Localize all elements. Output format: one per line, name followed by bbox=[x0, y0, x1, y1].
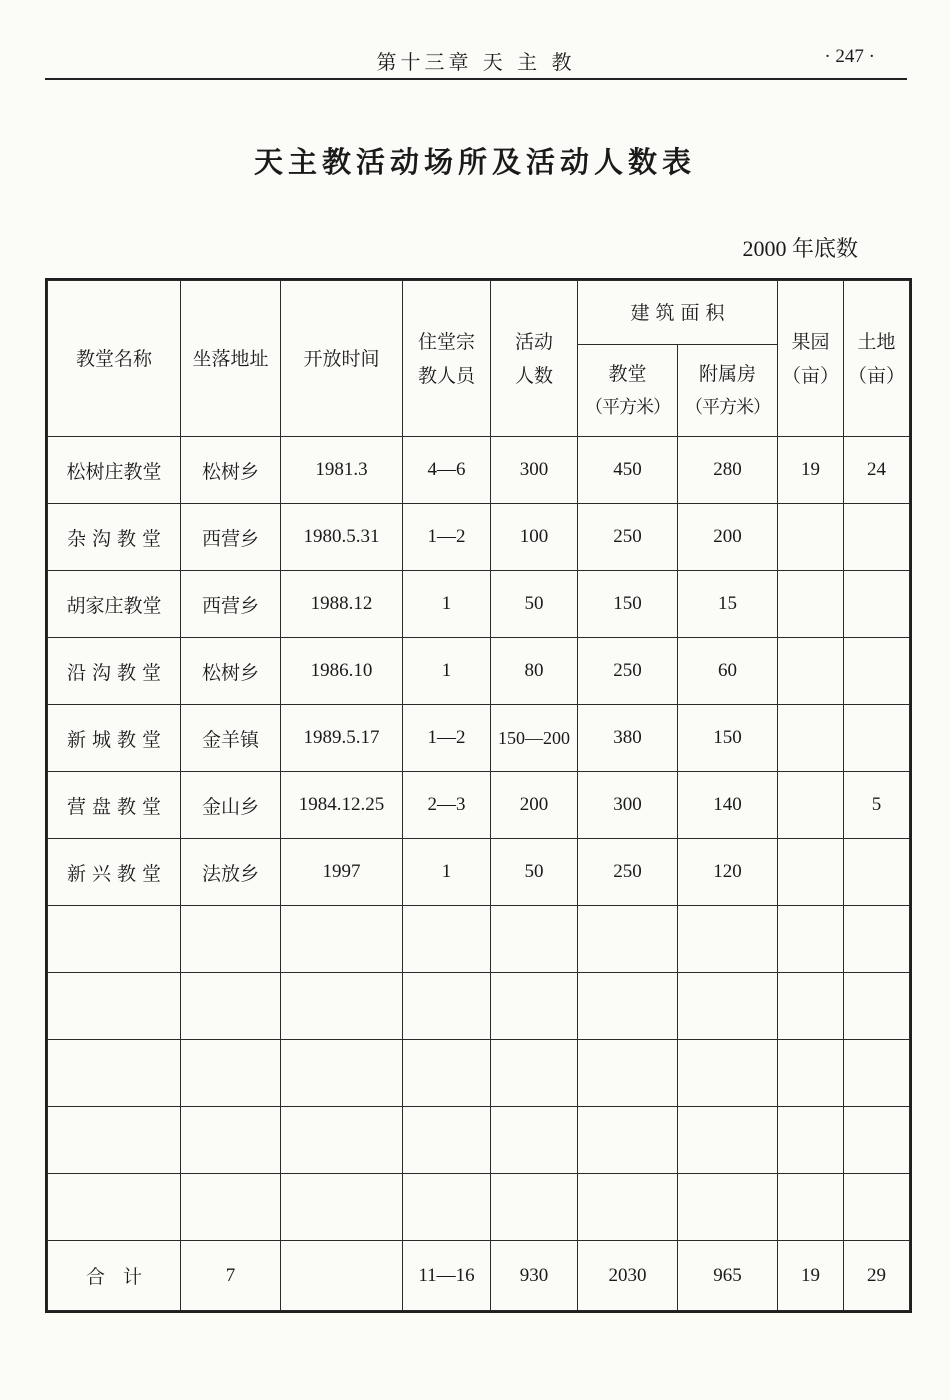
cell-name: 胡家庄教堂 bbox=[48, 571, 181, 638]
empty-row bbox=[48, 1174, 910, 1241]
cell-people: 100 bbox=[491, 504, 578, 571]
empty-cell bbox=[281, 1040, 403, 1107]
header-staff bbox=[403, 281, 491, 437]
empty-cell bbox=[778, 1040, 844, 1107]
empty-cell bbox=[281, 1107, 403, 1174]
cell-land bbox=[844, 571, 910, 638]
cell-name: 营 盘 教 堂 bbox=[48, 772, 181, 839]
table-row bbox=[48, 772, 910, 839]
cell-location: 松树乡 bbox=[181, 437, 281, 504]
header-orchard bbox=[778, 281, 844, 437]
empty-cell bbox=[48, 1040, 181, 1107]
header-annex-area-line1: 附属房 bbox=[698, 362, 756, 385]
cell-church-area: 150 bbox=[578, 571, 678, 638]
cell-church-area: 450 bbox=[578, 437, 678, 504]
empty-row bbox=[48, 906, 910, 973]
cell-orchard: 19 bbox=[778, 437, 844, 504]
header-annex-area bbox=[678, 345, 778, 437]
date-note: 2000 年底数 bbox=[742, 236, 858, 261]
cell-staff: 1 bbox=[403, 571, 491, 638]
empty-cell bbox=[778, 973, 844, 1040]
cell-land bbox=[844, 705, 910, 772]
empty-cell bbox=[678, 1174, 778, 1241]
cell-staff: 1 bbox=[403, 638, 491, 705]
cell-staff: 2—3 bbox=[403, 772, 491, 839]
cell-open-time: 1981.3 bbox=[281, 437, 403, 504]
cell-church-area: 380 bbox=[578, 705, 678, 772]
empty-cell bbox=[678, 973, 778, 1040]
table-row bbox=[48, 638, 910, 705]
empty-cell bbox=[181, 906, 281, 973]
cell-church-area: 250 bbox=[578, 839, 678, 906]
total-church-area: 2030 bbox=[578, 1241, 678, 1311]
empty-cell bbox=[48, 906, 181, 973]
cell-name: 杂 沟 教 堂 bbox=[48, 504, 181, 571]
cell-land: 5 bbox=[844, 772, 910, 839]
page-number: · 247 · bbox=[824, 46, 875, 67]
cell-location: 松树乡 bbox=[181, 638, 281, 705]
total-orchard: 19 bbox=[778, 1241, 844, 1311]
empty-cell bbox=[578, 1107, 678, 1174]
header-location: 坐落地址 bbox=[181, 281, 281, 437]
empty-cell bbox=[403, 906, 491, 973]
cell-orchard bbox=[778, 638, 844, 705]
cell-church-area: 250 bbox=[578, 504, 678, 571]
empty-cell bbox=[578, 1040, 678, 1107]
cell-open-time: 1988.12 bbox=[281, 571, 403, 638]
empty-cell bbox=[181, 1107, 281, 1174]
empty-cell bbox=[491, 1040, 578, 1107]
cell-staff: 4—6 bbox=[403, 437, 491, 504]
header-land bbox=[844, 281, 910, 437]
cell-people: 80 bbox=[491, 638, 578, 705]
running-head bbox=[45, 42, 907, 80]
cell-open-time: 1984.12.25 bbox=[281, 772, 403, 839]
empty-cell bbox=[181, 1040, 281, 1107]
cell-orchard bbox=[778, 772, 844, 839]
total-people: 930 bbox=[491, 1241, 578, 1311]
cell-land bbox=[844, 839, 910, 906]
cell-land bbox=[844, 504, 910, 571]
empty-cell bbox=[403, 1107, 491, 1174]
total-location: 7 bbox=[181, 1241, 281, 1311]
table-row bbox=[48, 437, 910, 504]
cell-people: 200 bbox=[491, 772, 578, 839]
empty-cell bbox=[778, 1107, 844, 1174]
empty-cell bbox=[844, 1040, 910, 1107]
total-row bbox=[48, 1241, 910, 1311]
header-staff-line1: 住堂宗 bbox=[417, 330, 475, 353]
empty-cell bbox=[844, 973, 910, 1040]
cell-staff: 1—2 bbox=[403, 705, 491, 772]
cell-name: 沿 沟 教 堂 bbox=[48, 638, 181, 705]
empty-cell bbox=[491, 1174, 578, 1241]
empty-cell bbox=[844, 1107, 910, 1174]
empty-cell bbox=[678, 1107, 778, 1174]
cell-people: 300 bbox=[491, 437, 578, 504]
total-land: 29 bbox=[844, 1241, 910, 1311]
header-orchard-line1: 果园 bbox=[791, 330, 830, 353]
header-people-line2: 人数 bbox=[514, 364, 553, 387]
cell-annex-area: 280 bbox=[678, 437, 778, 504]
header-area-group: 建 筑 面 积 bbox=[578, 281, 778, 345]
empty-cell bbox=[181, 1174, 281, 1241]
cell-location: 金羊镇 bbox=[181, 705, 281, 772]
cell-name: 松树庄教堂 bbox=[48, 437, 181, 504]
header-name: 教堂名称 bbox=[48, 281, 181, 437]
cell-orchard bbox=[778, 705, 844, 772]
header-open-time: 开放时间 bbox=[281, 281, 403, 437]
total-label: 合 计 bbox=[48, 1241, 181, 1311]
empty-cell bbox=[48, 973, 181, 1040]
cell-location: 金山乡 bbox=[181, 772, 281, 839]
header-church-area-line1: 教堂 bbox=[608, 362, 647, 385]
empty-cell bbox=[578, 973, 678, 1040]
cell-location: 法放乡 bbox=[181, 839, 281, 906]
empty-cell bbox=[491, 1107, 578, 1174]
table-title: 天主教活动场所及活动人数表 bbox=[253, 145, 696, 179]
cell-name: 新 城 教 堂 bbox=[48, 705, 181, 772]
header-church-area bbox=[578, 345, 678, 437]
table-body bbox=[48, 437, 910, 1311]
cell-people: 50 bbox=[491, 839, 578, 906]
table-header bbox=[48, 281, 910, 437]
empty-row bbox=[48, 973, 910, 1040]
cell-location: 西营乡 bbox=[181, 571, 281, 638]
empty-cell bbox=[678, 1040, 778, 1107]
cell-open-time: 1986.10 bbox=[281, 638, 403, 705]
cell-staff: 1—2 bbox=[403, 504, 491, 571]
cell-location: 西营乡 bbox=[181, 504, 281, 571]
empty-cell bbox=[491, 906, 578, 973]
empty-cell bbox=[403, 1174, 491, 1241]
cell-name: 新 兴 教 堂 bbox=[48, 839, 181, 906]
header-annex-area-line2: （平方米） bbox=[685, 396, 770, 418]
empty-cell bbox=[181, 973, 281, 1040]
cell-open-time: 1980.5.31 bbox=[281, 504, 403, 571]
cell-staff: 1 bbox=[403, 839, 491, 906]
total-open-time bbox=[281, 1241, 403, 1311]
empty-cell bbox=[48, 1174, 181, 1241]
empty-cell bbox=[48, 1107, 181, 1174]
cell-open-time: 1989.5.17 bbox=[281, 705, 403, 772]
cell-orchard bbox=[778, 571, 844, 638]
cell-open-time: 1997 bbox=[281, 839, 403, 906]
empty-cell bbox=[778, 906, 844, 973]
cell-church-area: 300 bbox=[578, 772, 678, 839]
cell-annex-area: 60 bbox=[678, 638, 778, 705]
cell-annex-area: 150 bbox=[678, 705, 778, 772]
cell-annex-area: 140 bbox=[678, 772, 778, 839]
table-row bbox=[48, 705, 910, 772]
cell-orchard bbox=[778, 839, 844, 906]
table-row bbox=[48, 504, 910, 571]
cell-church-area: 250 bbox=[578, 638, 678, 705]
header-land-line2: （亩） bbox=[847, 364, 905, 387]
header-church-area-line2: （平方米） bbox=[585, 396, 670, 418]
empty-cell bbox=[281, 906, 403, 973]
table-row bbox=[48, 839, 910, 906]
empty-row bbox=[48, 1040, 910, 1107]
header-people-line1: 活动 bbox=[514, 330, 553, 353]
empty-cell bbox=[403, 1040, 491, 1107]
empty-cell bbox=[403, 973, 491, 1040]
church-table bbox=[47, 280, 910, 1311]
header-land-line1: 土地 bbox=[857, 330, 896, 353]
total-staff: 11—16 bbox=[403, 1241, 491, 1311]
empty-cell bbox=[778, 1174, 844, 1241]
empty-cell bbox=[281, 1174, 403, 1241]
empty-cell bbox=[491, 973, 578, 1040]
empty-cell bbox=[678, 906, 778, 973]
cell-land: 24 bbox=[844, 437, 910, 504]
empty-cell bbox=[844, 906, 910, 973]
cell-annex-area: 120 bbox=[678, 839, 778, 906]
header-people bbox=[491, 281, 578, 437]
empty-cell bbox=[578, 906, 678, 973]
cell-people: 50 bbox=[491, 571, 578, 638]
cell-annex-area: 15 bbox=[678, 571, 778, 638]
empty-cell bbox=[844, 1174, 910, 1241]
total-annex-area: 965 bbox=[678, 1241, 778, 1311]
cell-annex-area: 200 bbox=[678, 504, 778, 571]
empty-cell bbox=[578, 1174, 678, 1241]
cell-people: 150—200 bbox=[491, 705, 578, 772]
chapter-title: 第十三章 天 主 教 bbox=[376, 50, 576, 74]
empty-cell bbox=[281, 973, 403, 1040]
header-orchard-line2: （亩） bbox=[781, 364, 839, 387]
empty-row bbox=[48, 1107, 910, 1174]
table-row bbox=[48, 571, 910, 638]
header-staff-line2: 教人员 bbox=[417, 364, 475, 387]
cell-land bbox=[844, 638, 910, 705]
cell-orchard bbox=[778, 504, 844, 571]
